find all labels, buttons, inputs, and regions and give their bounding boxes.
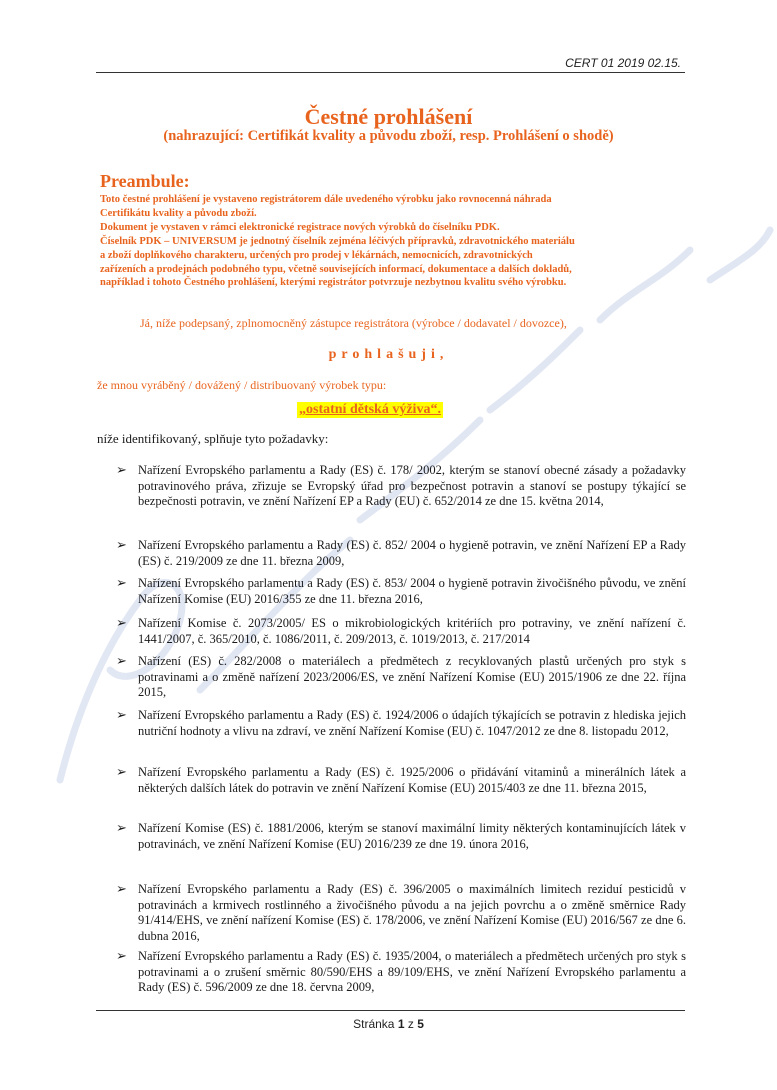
preamble-line: Dokument je vystaven v rámci elektronické registrace nových výrobků do číselníku PDK. — [100, 221, 500, 233]
list-item — [116, 882, 686, 944]
arrow-bullet-icon: ➢ — [116, 538, 127, 553]
list-item — [116, 821, 686, 852]
preamble-line: Certifikátu kvality a původu zboží. — [100, 207, 257, 219]
page-number — [0, 1017, 777, 1031]
requirements-intro: níže identifikovaný, splňuje tyto požadavky: — [97, 431, 329, 446]
arrow-bullet-icon: ➢ — [116, 576, 127, 591]
arrow-bullet-icon: ➢ — [116, 765, 127, 780]
list-item — [116, 949, 686, 996]
preamble-line: například i tohoto Čestného prohlášení, kterými registrátor potvrzuje nezbytnou kvalitu svého výrobku. — [100, 277, 567, 289]
header-divider — [96, 72, 685, 73]
arrow-bullet-icon: ➢ — [116, 821, 127, 836]
arrow-bullet-icon: ➢ — [116, 708, 127, 723]
list-item — [116, 616, 686, 647]
regulation-text: Nařízení Evropského parlamentu a Rady (ES) č. 1925/2006 o přidávání vitaminů a minerálních látek a některých dalších látek do potravin ve znění Nařízení Komise (EU) 2015/403 ze dne 11. března 2015, — [138, 765, 686, 795]
page-of: z — [407, 1017, 414, 1031]
declaration-word: prohlašuji, — [328, 347, 449, 362]
arrow-bullet-icon: ➢ — [116, 654, 127, 669]
page-word: Stránka — [353, 1017, 395, 1031]
regulation-text: Nařízení Komise (ES) č. 1881/2006, kterým se stanoví maximální limity některých kontaminujících látek v potravinách, ve znění Nařízení Komise (EU) 2016/239 ze dne 19. února 2016, — [138, 821, 686, 851]
product-name-highlight: „ostatní dětská výživa“. — [299, 402, 441, 417]
regulation-text: Nařízení Evropského parlamentu a Rady (ES) č. 852/ 2004 o hygieně potravin, ve znění Nařízení EP a Rady (ES) č. 219/2009 ze dne 11. března 2009, — [138, 538, 686, 568]
regulation-text: Nařízení Evropského parlamentu a Rady (ES) č. 178/ 2002, kterým se stanoví obecné zásady a požadavky potravinového práva, zřizuje se Evropský úřad pro bezpečnost potravin a stanoví se postupy týkající se bezpečnosti potravin, ve znění Nařízení EP a Rady (EU) č. 652/2014 ze dne 15. května 2014, — [138, 463, 686, 509]
regulation-text: Nařízení Evropského parlamentu a Rady (ES) č. 1935/2004, o materiálech a předmětech určených pro styk s potravinami a o zrušení směrnic 80/590/EHS a 89/109/EHS, ve znění Nařízení Evropského parlamentu a Rady (ES) č. 596/2009 ze dne 18. června 2009, — [138, 949, 686, 995]
regulation-text: Nařízení Evropského parlamentu a Rady (ES) č. 396/2005 o maximálních limitech reziduí pesticidů v potravinách a krmivech rostlinného a živočišného původu a na jejich povrchu a o změně směrnice Rady 91/414/EHS, ve znění nařízení Komise (ES) č. 178/2006, ve znění Nařízení Komise (EU) 2016/567 ze dne 6. dubna 2016, — [138, 882, 686, 943]
regulation-text: Nařízení Evropského parlamentu a Rady (ES) č. 853/ 2004 o hygieně potravin živočišného původu, ve znění Nařízení Komise (EU) 2016/355 ze dne 11. března 2016, — [138, 576, 686, 606]
preamble-text — [100, 193, 680, 290]
arrow-bullet-icon: ➢ — [116, 882, 127, 897]
list-item — [116, 708, 686, 739]
list-item — [116, 463, 686, 510]
regulation-text: Nařízení Evropského parlamentu a Rady (ES) č. 1924/2006 o údajích týkajících se potravin z hlediska jejich nutriční hodnoty a vlivu na zdraví, ve znění Nařízení Komise (EU) č. 1047/2012 ze dne 8. listopadu 2012, — [138, 708, 686, 738]
footer-divider — [96, 1010, 685, 1011]
arrow-bullet-icon: ➢ — [116, 949, 127, 964]
page-total: 5 — [417, 1017, 424, 1031]
document-code: CERT 01 2019 02.15. — [565, 56, 681, 70]
preamble-heading: Preambule: — [100, 171, 190, 191]
product-type-line: že mnou vyráběný / dovážený / distribuovaný výrobek typu: — [97, 378, 387, 392]
regulation-text: Nařízení (ES) č. 282/2008 o materiálech a předmětech z recyklovaných plastů určených pro styk s potravinami a o změně nařízení 2023/2006/ES, ve znění Nařízení Komise (EU) 2015/1906 ze dne 22. října 2015, — [138, 654, 686, 700]
document-title: Čestné prohlášení — [304, 104, 473, 129]
list-item — [116, 654, 686, 701]
list-item — [116, 765, 686, 796]
preamble-line: Číselník PDK – UNIVERSUM je jednotný číselník zejména léčivých přípravků, zdravotnického materiálu — [100, 235, 575, 247]
declarant-statement: Já, níže podepsaný, zplnomocněný zástupce registrátora (výrobce / dodavatel / dovozce), — [140, 316, 567, 330]
preamble-line: zařízeních a prodejnách podobného typu, včetně souvisejících informací, dokumentace a dalších dokladů, — [100, 263, 572, 275]
list-item — [116, 576, 686, 607]
page-current: 1 — [397, 1017, 405, 1031]
document-subtitle: (nahrazující: Certifikát kvality a původu zboží, resp. Prohlášení o shodě) — [163, 128, 614, 144]
preamble-line: Toto čestné prohlášení je vystaveno registrátorem dále uvedeného výrobku jako rovnocenná náhrada — [100, 194, 552, 205]
regulation-text: Nařízení Komise č. 2073/2005/ ES o mikrobiologických kritériích pro potraviny, ve znění nařízení č. 1441/2007, č. 365/2010, č. 1086/2011, č. 209/2013, č. 1019/2013, č. 217/2014 — [138, 616, 686, 646]
preamble-line: a zboží doplňkového charakteru, určených pro prodej v lékárnách, nemocnicích, zdravotnických — [100, 249, 533, 261]
list-item — [116, 538, 686, 569]
arrow-bullet-icon: ➢ — [116, 463, 127, 478]
arrow-bullet-icon: ➢ — [116, 616, 127, 631]
